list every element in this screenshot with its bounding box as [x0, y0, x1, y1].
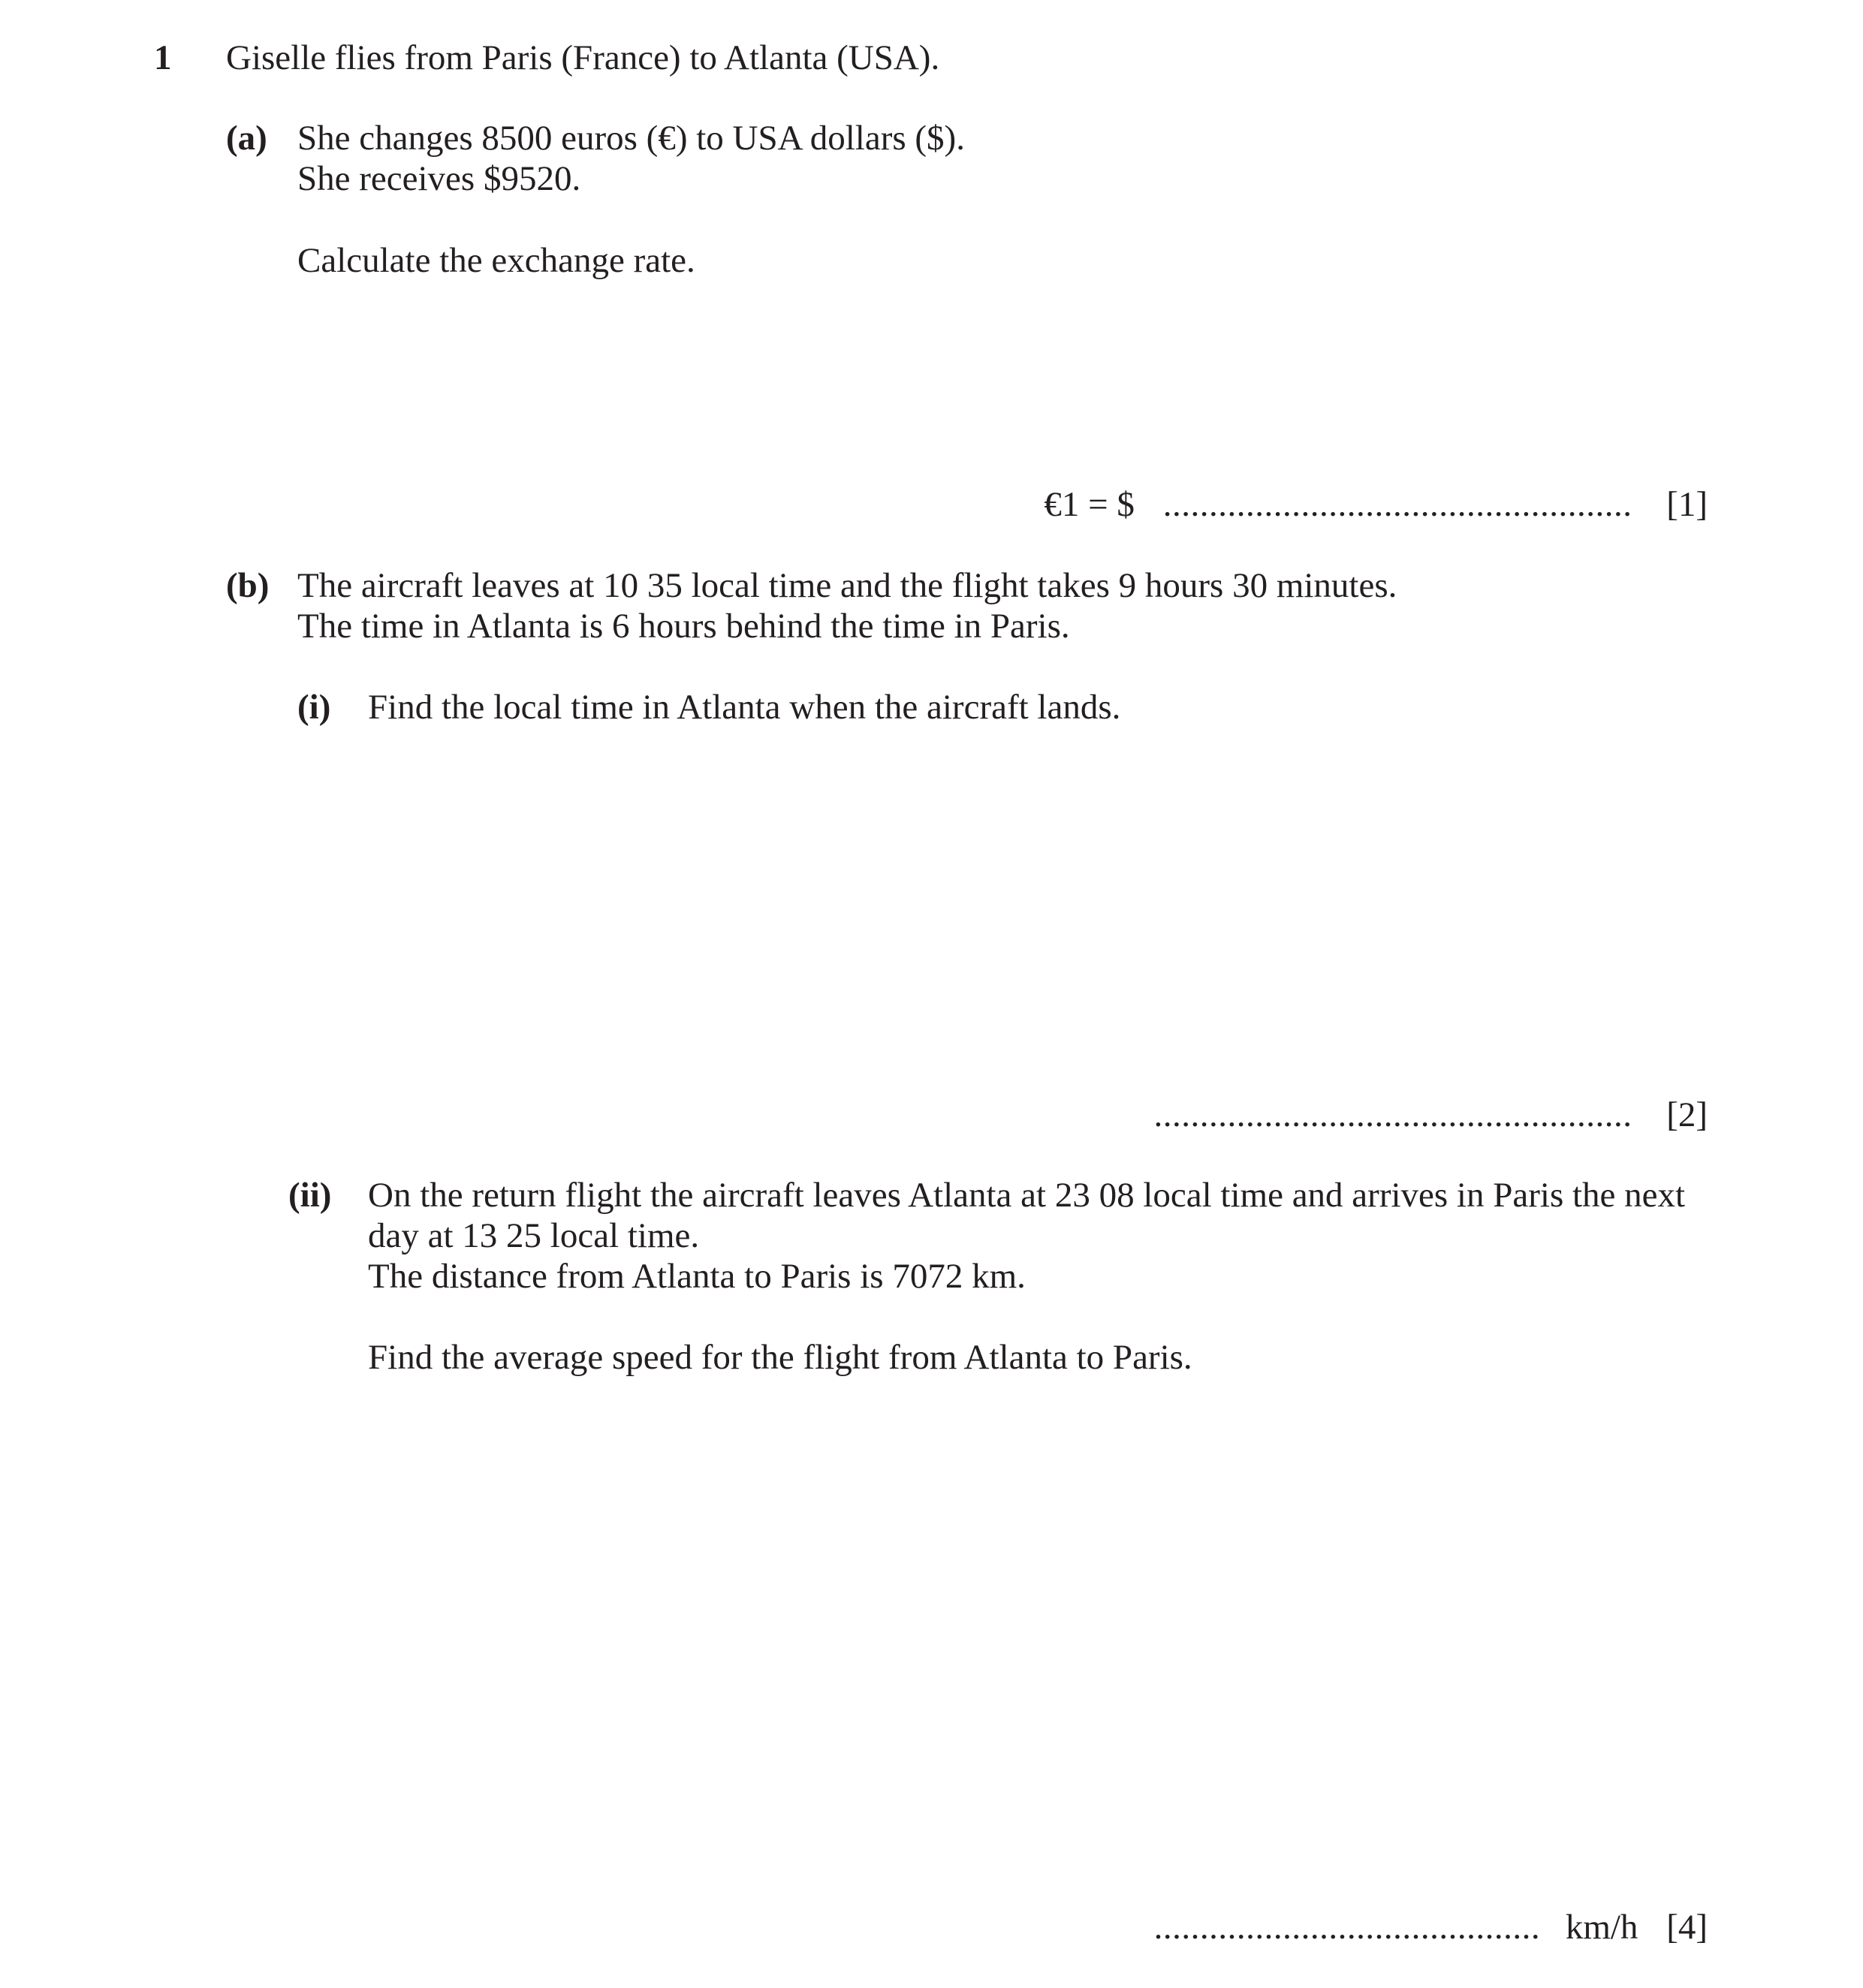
part-a-line1: She changes 8500 euros (€) to USA dollars ($). [297, 119, 965, 158]
part-b-label: (b) [226, 566, 270, 605]
part-b-ii-line1: On the return flight the aircraft leaves Atlanta at 23 08 local time and arrives in Paris the next [368, 1176, 1686, 1215]
part-b-ii-marks: [4] [1666, 1908, 1708, 1947]
part-a-instruction: Calculate the exchange rate. [297, 241, 695, 280]
part-a-line2: She receives $9520. [297, 159, 581, 198]
part-b-i-answer-line [1153, 1095, 1708, 1135]
question-stem: Giselle flies from Paris (France) to Atlanta (USA). [226, 38, 940, 77]
question-number: 1 [154, 38, 172, 77]
part-a-answer-line [1044, 484, 1708, 525]
part-b-line2: The time in Atlanta is 6 hours behind the time in Paris. [297, 607, 1070, 646]
part-b-ii-unit: km/h [1565, 1908, 1638, 1947]
part-b-ii-answer-line [1154, 1907, 1708, 1947]
part-b-ii-label: (ii) [288, 1176, 332, 1215]
part-b-i-label: (i) [297, 688, 331, 727]
part-a-marks: [1] [1666, 485, 1708, 524]
part-a-answer-prefix: €1 = $ [1044, 485, 1135, 524]
part-b-ii-line2: day at 13 25 local time. [368, 1216, 700, 1255]
part-b-ii-line3: The distance from Atlanta to Paris is 7072 km. [368, 1257, 1026, 1296]
part-b-ii-answer-field[interactable]: .......................................... [1153, 1908, 1541, 1947]
part-b-i-answer-field[interactable]: .................................................... [1153, 1095, 1632, 1134]
part-b-i-text: Find the local time in Atlanta when the aircraft lands. [368, 688, 1121, 727]
part-b-ii-instruction: Find the average speed for the flight from Atlanta to Paris. [368, 1338, 1192, 1377]
part-a-answer-field[interactable]: ................................................... [1162, 485, 1632, 524]
part-a-label: (a) [226, 119, 267, 158]
part-b-line1: The aircraft leaves at 10 35 local time and the flight takes 9 hours 30 minutes. [297, 566, 1397, 605]
part-b-i-marks: [2] [1666, 1095, 1708, 1134]
